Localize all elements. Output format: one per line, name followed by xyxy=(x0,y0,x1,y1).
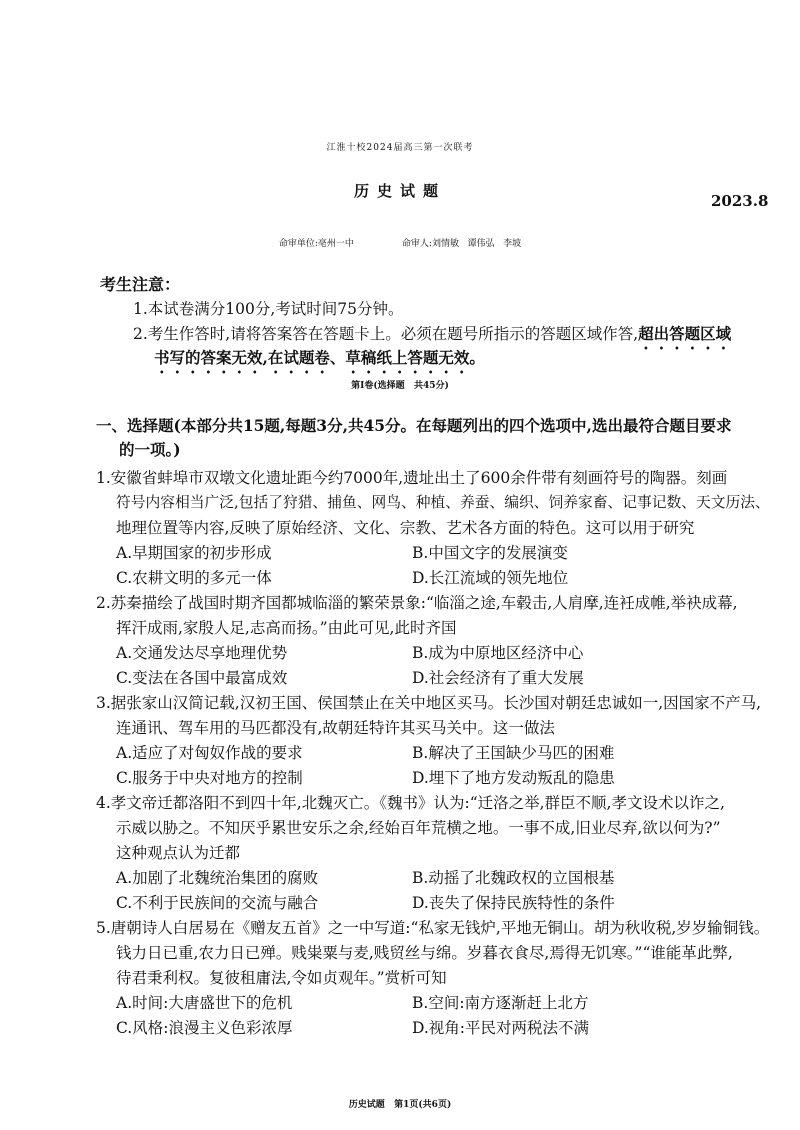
section-heading: 一、选择题(本部分共15题,每题3分,共45分。在每题列出的四个选项中,选出最符合题目要求 xyxy=(96,416,732,435)
question-2-option-a: A.交通发达尽享地理优势 xyxy=(116,644,288,662)
question-4-option-d: D.丧失了保持民族特性的条件 xyxy=(412,894,615,912)
question-1-option-b: B.中国文字的发展演变 xyxy=(412,544,568,562)
question-2-option-b: B.成为中原地区经济中心 xyxy=(412,644,584,662)
question-3-option-a: A.适应了对匈奴作战的要求 xyxy=(116,744,303,762)
question-5-line-1: 5.唐朝诗人白居易在《赠友五首》之一中写道:“私家无钱炉,平地无铜山。胡为秋收税,岁岁输铜钱。 xyxy=(96,919,770,937)
question-5-option-d: D.视角:平民对两税法不满 xyxy=(412,1019,590,1037)
page-footer: 历史试题 第1页(共6页) xyxy=(348,1100,452,1110)
question-3-line-1: 3.据张家山汉简记载,汉初王国、侯国禁止在关中地区买马。长沙国对朝廷忠诚如一,因国家不产马, xyxy=(96,694,762,712)
setter-info xyxy=(0,236,800,249)
question-4-line-3: 这种观点认为迁都 xyxy=(116,844,241,862)
question-5-option-b: B.空间:南方逐渐赶上北方 xyxy=(412,994,589,1012)
part-heading: 第Ⅰ卷(选择题 共45分) xyxy=(351,381,449,391)
question-5-option-c: C.风格:浪漫主义色彩浓厚 xyxy=(116,1019,293,1037)
question-4-option-c: C.不利于民族间的交流与融合 xyxy=(116,894,319,912)
question-1-option-d: D.长江流域的领先地位 xyxy=(412,569,569,587)
question-4-option-b: B.动摇了北魏政权的立国根基 xyxy=(412,869,615,887)
notice-item-2-text: 2.考生作答时,请将答案答在答题卡上。必须在题号所指示的答题区域作答, xyxy=(133,325,639,343)
exam-date: 2023.8 xyxy=(711,192,769,210)
setter-unit: 命审单位:亳州一中 xyxy=(278,239,354,249)
question-1-line-3: 地理位置等内容,反映了原始经济、文化、宗教、艺术各方面的特色。这可以用于研究 xyxy=(116,519,695,537)
question-2-option-c: C.变法在各国中最富成效 xyxy=(116,669,288,687)
question-4-option-a: A.加剧了北魏统治集团的腐败 xyxy=(116,869,319,887)
setter-people: 命审人:刘情敏 谭伟弘 李坡 xyxy=(401,239,522,249)
question-2-option-d: D.社会经济有了重大发展 xyxy=(412,669,584,687)
question-1-option-a: A.早期国家的初步形成 xyxy=(116,544,272,562)
question-3-option-c: C.服务于中央对地方的控制 xyxy=(116,769,303,787)
question-1-option-c: C.农耕文明的多元一体 xyxy=(116,569,272,587)
question-5-line-3: 待君秉利权。复彼租庸法,令如贞观年。”赏析可知 xyxy=(116,969,447,987)
question-3-option-d: D.埋下了地方发动叛乱的隐患 xyxy=(412,769,615,787)
subject-title: 历史试题 xyxy=(353,182,446,200)
question-5-option-a: A.时间:大唐盛世下的危机 xyxy=(116,994,293,1012)
question-4-line-2: 示威以胁之。不知厌乎累世安乐之余,经始百年荒横之地。一事不成,旧业尽弃,欲以何为?” xyxy=(116,819,721,837)
question-3-line-2: 连通讯、驾车用的马匹都没有,故朝廷特许其买马关中。这一做法 xyxy=(116,719,555,737)
question-1-line-1: 1.安徽省蚌埠市双墩文化遗址距今约7000年,遗址出土了600余件带有刻画符号的陶器。刻画 xyxy=(96,469,728,487)
question-2-line-1: 2.苏秦描绘了战国时期齐国都城临淄的繁荣景象:“临淄之途,车毂击,人肩摩,连衽成帷,举袂成幕, xyxy=(96,594,738,612)
question-1-line-2: 符号内容相当广泛,包括了狩猎、捕鱼、网鸟、种植、养蚕、编织、饲养家畜、记事记数、天文历法、 xyxy=(116,494,770,511)
notice-item-2-line-2: 书写的答案无效,在试题卷、草稿纸上答题无效。 xyxy=(154,348,485,367)
question-3-option-b: B.解决了王国缺少马匹的困难 xyxy=(412,744,615,762)
section-heading-line-2: 的一项。) xyxy=(119,440,181,459)
notice-item-1: 1.本试卷满分100分,考试时间75分钟。 xyxy=(133,300,404,318)
question-5-line-2: 钱力日已重,农力日已殚。贱粜粟与麦,贱贸丝与绵。岁暮衣食尽,焉得无饥寒。”“谁能革此弊, xyxy=(116,944,733,962)
exam-title: 江淮十校2024届高三第一次联考 xyxy=(326,143,474,153)
notice-heading: 考生注意： xyxy=(100,275,181,294)
question-2-line-2: 挥汗成雨,家殷人足,志高而扬。”由此可见,此时齐国 xyxy=(116,619,457,637)
notice-item-2-emphasis: 超出答题区域 xyxy=(638,324,732,343)
question-4-line-1: 4.孝文帝迁都洛阳不到四十年,北魏灭亡。《魏书》认为:“迁洛之举,群臣不顺,孝文设术以诈之, xyxy=(96,794,725,812)
